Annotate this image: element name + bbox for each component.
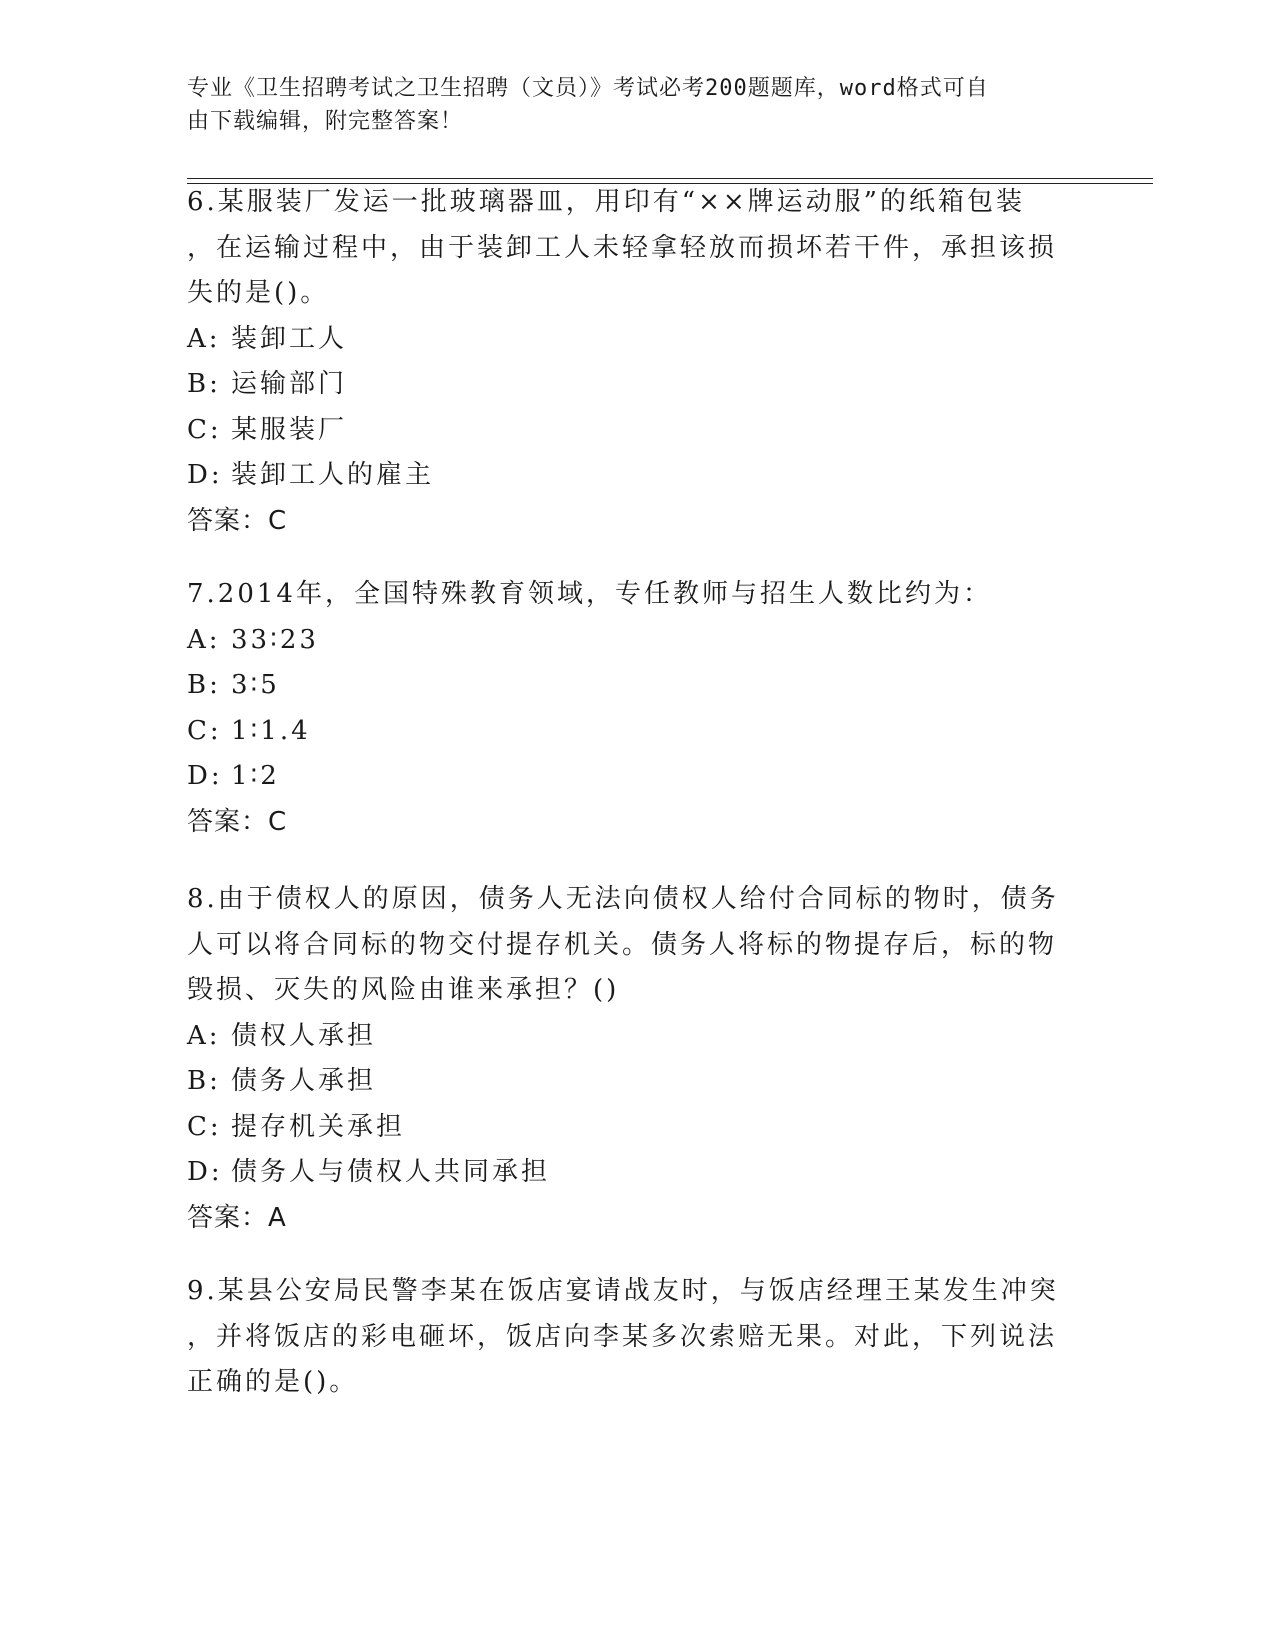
- header-line: 由下载编辑，附完整答案！: [187, 109, 464, 134]
- option-text: 债务人与债权人共同承担: [231, 1157, 551, 1187]
- option-text: 33∶23: [231, 624, 319, 655]
- option-letter: B:: [187, 369, 221, 399]
- question-7: [187, 572, 1067, 845]
- option-a: [187, 317, 1067, 363]
- option-d: [187, 754, 1067, 800]
- option-letter: C:: [187, 715, 222, 746]
- question-line: 6.某服装厂发运一批玻璃器皿，用印有“××牌运动服”的纸箱包装: [187, 187, 1025, 217]
- option-letter: B:: [187, 1066, 221, 1096]
- option-text: 3∶5: [231, 670, 280, 700]
- option-b: [187, 663, 1067, 709]
- option-text: 1∶1.4: [231, 715, 311, 746]
- option-c: [187, 709, 1067, 755]
- question-8: [187, 877, 1067, 1241]
- option-text: 装卸工人: [231, 323, 348, 354]
- question-6: [187, 180, 1067, 544]
- option-letter: A:: [187, 624, 221, 655]
- option-b: [187, 362, 1067, 408]
- answer-label: 答案：C: [187, 806, 288, 837]
- header-divider: [187, 178, 1153, 179]
- option-b: [187, 1059, 1067, 1105]
- option-text: 装卸工人的雇主: [231, 460, 435, 490]
- option-text: 债务人承担: [231, 1066, 377, 1096]
- option-text: 债权人承担: [231, 1020, 377, 1051]
- option-text: 运输部门: [231, 369, 348, 399]
- question-line: 正确的是()。: [187, 1367, 359, 1397]
- question-line: 9.某县公安局民警李某在饭店宴请战友时，与饭店经理王某发生冲突: [187, 1276, 1059, 1306]
- answer-label: 答案：A: [187, 1202, 287, 1233]
- option-letter: D:: [187, 1157, 223, 1187]
- option-a: [187, 618, 1067, 664]
- option-text: 某服装厂: [231, 414, 348, 445]
- option-c: [187, 1105, 1067, 1151]
- option-letter: D:: [187, 761, 223, 791]
- question-line: ，并将饭店的彩电砸坏，饭店向李某多次索赔无果。对此，下列说法: [187, 1321, 1058, 1352]
- option-d: [187, 453, 1067, 499]
- option-letter: A:: [187, 1020, 221, 1051]
- option-a: [187, 1014, 1067, 1060]
- answer-label: 答案：C: [187, 505, 288, 536]
- question-line: 毁损、灭失的风险由谁来承担？(): [187, 975, 620, 1005]
- question-line: 人可以将合同标的物交付提存机关。债务人将标的物提存后，标的物: [187, 929, 1058, 960]
- option-d: [187, 1150, 1067, 1196]
- option-letter: B:: [187, 670, 221, 700]
- option-text: 提存机关承担: [231, 1111, 406, 1142]
- option-letter: C:: [187, 1111, 222, 1142]
- option-text: 1∶2: [231, 761, 280, 791]
- question-line: 8.由于债权人的原因，债务人无法向债权人给付合同标的物时，债务: [187, 884, 1059, 914]
- option-letter: A:: [187, 323, 221, 354]
- question-line: 7.2014年，全国特殊教育领域，专任教师与招生人数比约为：: [187, 579, 992, 609]
- document-header: [187, 72, 1067, 138]
- header-line: 专业《卫生招聘考试之卫生招聘（文员）》考试必考200题题库，word格式可自: [187, 76, 989, 101]
- question-9: [187, 1269, 1067, 1406]
- option-letter: C:: [187, 414, 222, 445]
- question-line: ，在运输过程中，由于装卸工人未轻拿轻放而损坏若干件，承担该损: [187, 232, 1058, 263]
- option-c: [187, 408, 1067, 454]
- question-line: 失的是()。: [187, 278, 330, 308]
- option-letter: D:: [187, 460, 223, 490]
